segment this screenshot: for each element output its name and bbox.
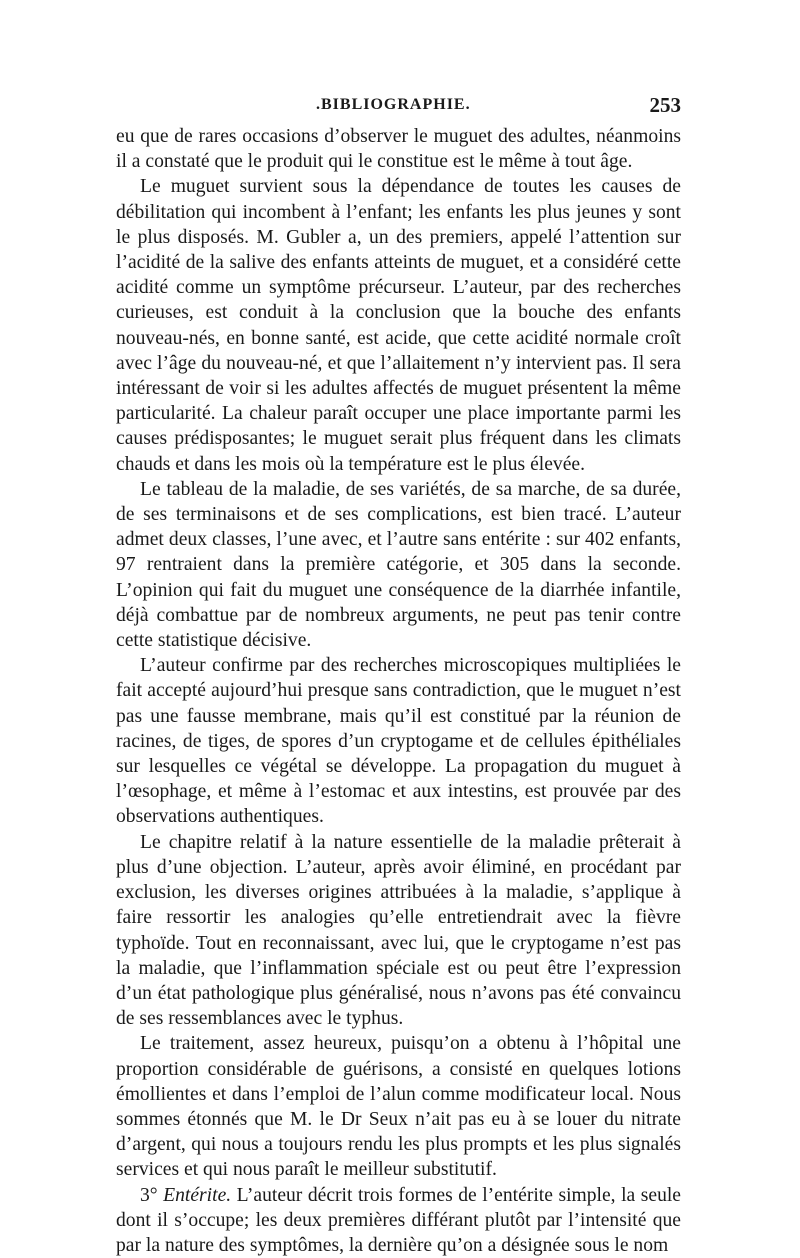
running-title: .BIBLIOGRAPHIE. bbox=[316, 96, 471, 113]
section-heading: Entérite. bbox=[163, 1184, 232, 1206]
paragraph: eu que de rares occasions d’observer le muguet des adultes, néanmoins il a constaté que le produit qui le constitue est le même à tout âge. bbox=[116, 126, 681, 173]
paragraph: Le muguet survient sous la dépendance de toutes les causes de débilitation qui incombent à l’enfant; les enfants les plus jeunes y sont le plus disposés. M. Gubler a, un des premiers, appelé l’attention sur l’acidité de la salive des enfants atteints de muguet, et a considéré cette acidité comme un symptôme précurseur. L’auteur, par des recherches curieuses, est conduit à la conclusion que la bouche des enfants nouveau-nés, en bonne santé, est acide, que cette acidité normale croît avec l’âge du nouveau-né, et que l’allaitement n’y intervient pas. Il sera intéressant de voir si les adultes affectés de muguet présentent la même particularité. La chaleur paraît occuper une place importante parmi les causes prédisposantes; le muguet serait plus fréquent dans les climats chauds et dans les mois où la température est le plus élevée. bbox=[116, 176, 681, 475]
paragraph: Le tableau de la maladie, de ses variétés, de sa marche, de sa durée, de ses terminaisons et de ses complications, est bien tracé. L’auteur admet deux classes, l’une avec, et l’autre sans entérite : sur 402 enfants, 97 rentraient dans la première catégorie, et 305 dans la seconde. L’opinion qui fait du muguet une conséquence de la diarrhée infantile, déjà combattue par de nombreux arguments, ne peut pas tenir contre cette statistique décisive. bbox=[116, 478, 681, 652]
section-number: 3° bbox=[140, 1184, 164, 1206]
paragraph-text: L’auteur décrit trois formes de l’entérite simple, la seule dont il s’occupe; les deux premières différant plutôt par l’intensité que par la nature des symptômes, la dernière qu’on a désignée sous le nom bbox=[116, 1184, 682, 1256]
page-number: 253 bbox=[649, 93, 681, 117]
paragraph: Le chapitre relatif à la nature essentielle de la maladie prêterait à plus d’une objection. L’auteur, après avoir éliminé, en procédant par exclusion, les diverses origines attribuées à la maladie, s’applique à faire ressortir les analogies qu’elle entretiendrait avec la fièvre typhoïde. Tout en reconnaissant, avec lui, que le cryptogame n’est pas la maladie, que l’inflammation spéciale est ou peut être l’expression d’un état pathologique plus généralisé, nous n’avons pas été convaincu de ses ressemblances avec le typhus. bbox=[116, 831, 681, 1030]
body-text bbox=[116, 124, 681, 1258]
paragraph-enteritis bbox=[116, 1183, 681, 1258]
paragraph: L’auteur confirme par des recherches microscopiques multipliées le fait accepté aujourd’hui presque sans contradiction, que le muguet n’est pas une fausse membrane, mais qu’il est constitué par la réunion de racines, de tiges, de spores d’un cryptogame et de cellules épithéliales sur lesquelles ce végétal se développe. La propagation du muguet à l’œsophage, et même à l’estomac et aux intestins, est prouvée par des observations authentiques. bbox=[116, 655, 681, 828]
page-header bbox=[116, 93, 681, 120]
paragraph: Le traitement, assez heureux, puisqu’on a obtenu à l’hôpital une proportion considérable de guérisons, a consisté en quelques lotions émollientes et dans l’emploi de l’alun comme modificateur local. Nous sommes étonnés que M. le Dr Seux n’ait pas eu à se louer du nitrate d’argent, qui nous a toujours rendu les plus prompts et les plus signalés services et qui nous paraît le meilleur substitutif. bbox=[116, 1033, 681, 1181]
